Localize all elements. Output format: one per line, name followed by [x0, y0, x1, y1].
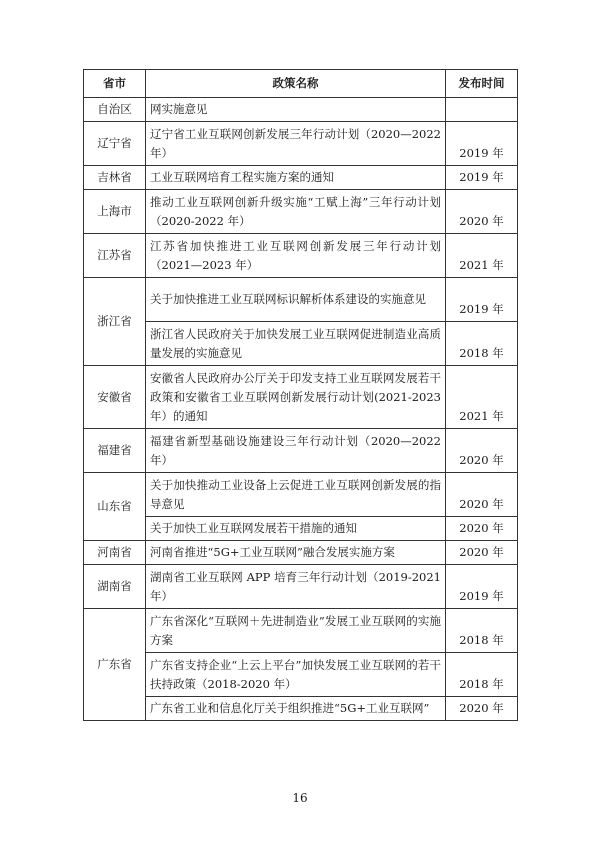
- table-header-row: [84, 70, 518, 98]
- release-year-cell: 2020 年: [446, 473, 518, 517]
- release-year-cell: 2019 年: [446, 278, 518, 322]
- release-year-cell: 2019 年: [446, 565, 518, 609]
- policy-name-cell: 网实施意见: [146, 98, 446, 122]
- release-year-cell: 2020 年: [446, 429, 518, 473]
- table-row: [84, 541, 518, 565]
- release-year-cell: 2021 年: [446, 366, 518, 429]
- header-release-date: 发布时间: [446, 70, 518, 98]
- province-cell: 吉林省: [84, 166, 146, 190]
- province-cell: 辽宁省: [84, 122, 146, 166]
- policy-name-cell: 广东省深化“互联网＋先进制造业”发展工业互联网的实施方案: [146, 609, 446, 653]
- province-cell: 湖南省: [84, 565, 146, 609]
- release-year-cell: 2020 年: [446, 517, 518, 541]
- table-row: [84, 234, 518, 278]
- release-year-cell: 2018 年: [446, 609, 518, 653]
- table-row: [84, 565, 518, 609]
- release-year-cell: 2019 年: [446, 122, 518, 166]
- table-body: [84, 98, 518, 721]
- table-row: [84, 653, 518, 697]
- table-row: [84, 278, 518, 322]
- table-row: [84, 98, 518, 122]
- release-year-cell: 2020 年: [446, 190, 518, 234]
- province-cell: 河南省: [84, 541, 146, 565]
- province-cell: 福建省: [84, 429, 146, 473]
- table-row: [84, 122, 518, 166]
- release-year-cell: 2019 年: [446, 166, 518, 190]
- policy-name-cell: 江苏省加快推进工业互联网创新发展三年行动计划（2021—2023 年）: [146, 234, 446, 278]
- release-year-cell: 2021 年: [446, 234, 518, 278]
- table-row: [84, 322, 518, 366]
- province-cell: 安徽省: [84, 366, 146, 429]
- release-year-cell: [446, 98, 518, 122]
- table-row: [84, 517, 518, 541]
- policy-name-cell: 推动工业互联网创新升级实施“工赋上海”三年行动计划（2020-2022 年）: [146, 190, 446, 234]
- province-cell: 山东省: [84, 473, 146, 541]
- table-row: [84, 697, 518, 721]
- policy-name-cell: 安徽省人民政府办公厅关于印发支持工业互联网发展若干政策和安徽省工业互联网创新发展行动计划(2021-2023 年）的通知: [146, 366, 446, 429]
- policy-name-cell: 关于加快工业互联网发展若干措施的通知: [146, 517, 446, 541]
- province-cell: 上海市: [84, 190, 146, 234]
- province-cell: 江苏省: [84, 234, 146, 278]
- page-number: 16: [292, 791, 308, 805]
- province-cell: 自治区: [84, 98, 146, 122]
- policy-name-cell: 广东省支持企业“上云上平台”加快发展工业互联网的若干扶持政策（2018-2020 年）: [146, 653, 446, 697]
- header-policy-name: 政策名称: [146, 70, 446, 98]
- policy-name-cell: 浙江省人民政府关于加快发展工业互联网促进制造业高质量发展的实施意见: [146, 322, 446, 366]
- policy-name-cell: 河南省推进“5G+工业互联网”融合发展实施方案: [146, 541, 446, 565]
- table-row: [84, 190, 518, 234]
- release-year-cell: 2020 年: [446, 697, 518, 721]
- policy-name-cell: 关于加快推动工业设备上云促进工业互联网创新发展的指导意见: [146, 473, 446, 517]
- release-year-cell: 2020 年: [446, 541, 518, 565]
- policy-name-cell: 工业互联网培育工程实施方案的通知: [146, 166, 446, 190]
- policy-name-cell: 辽宁省工业互联网创新发展三年行动计划（2020—2022 年）: [146, 122, 446, 166]
- policy-name-cell: 湖南省工业互联网 APP 培育三年行动计划（2019-2021 年）: [146, 565, 446, 609]
- province-cell: 广东省: [84, 609, 146, 721]
- policy-name-cell: 广东省工业和信息化厅关于组织推进“5G+工业互联网”: [146, 697, 446, 721]
- table-row: [84, 166, 518, 190]
- policy-name-cell: 关于加快推进工业互联网标识解析体系建设的实施意见: [146, 278, 446, 322]
- header-province: 省市: [84, 70, 146, 98]
- table-row: [84, 609, 518, 653]
- release-year-cell: 2018 年: [446, 653, 518, 697]
- policy-table: [83, 69, 518, 721]
- table-row: [84, 473, 518, 517]
- policy-name-cell: 福建省新型基础设施建设三年行动计划（2020—2022 年）: [146, 429, 446, 473]
- table-row: [84, 429, 518, 473]
- table-row: [84, 366, 518, 429]
- release-year-cell: 2018 年: [446, 322, 518, 366]
- province-cell: 浙江省: [84, 278, 146, 366]
